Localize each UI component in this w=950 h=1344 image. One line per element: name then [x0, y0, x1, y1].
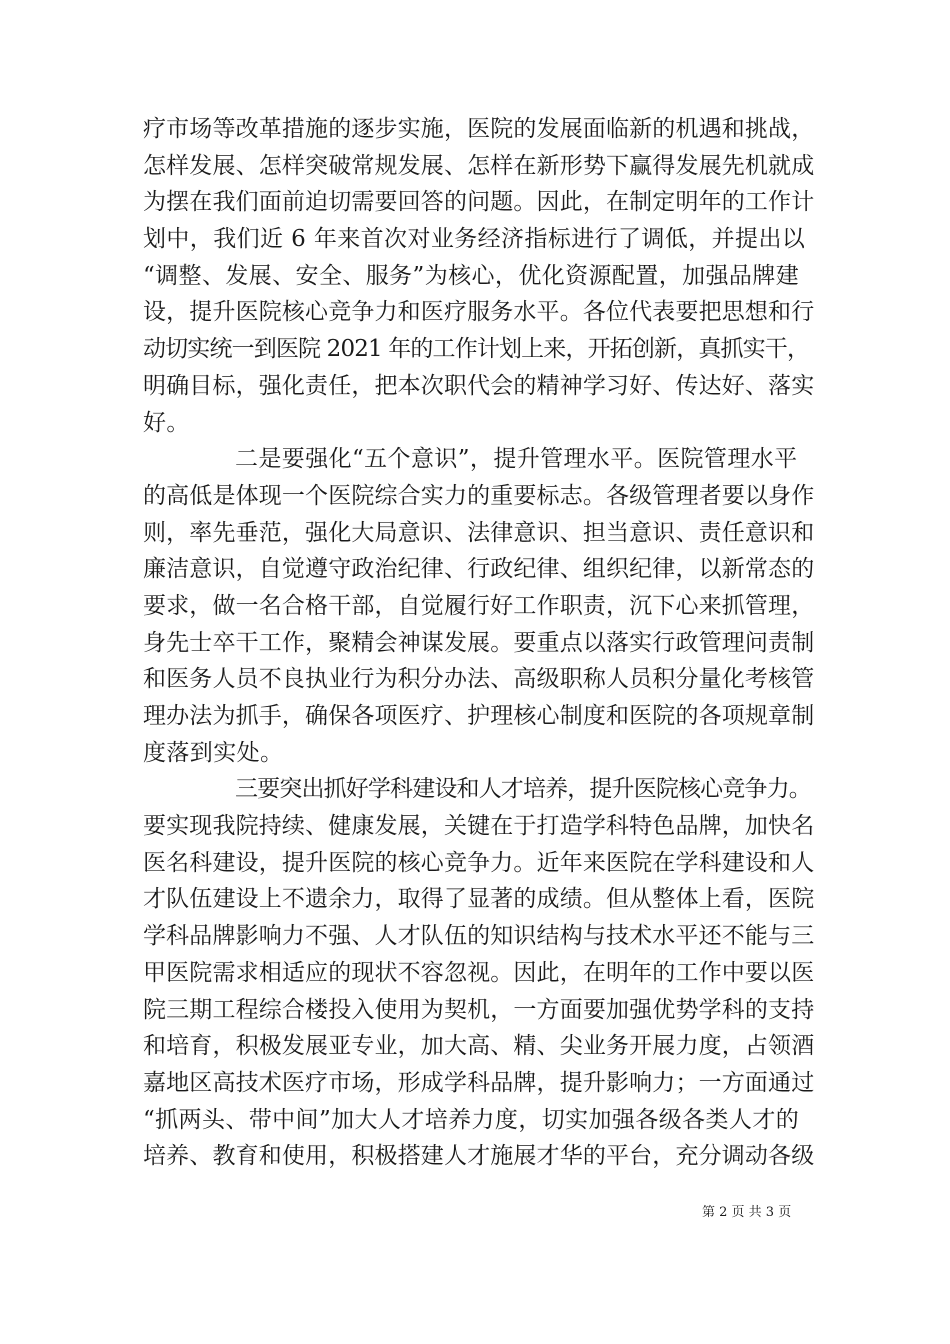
text-line: 身先士卒干工作，聚精会神谋发展。要重点以落实行政管理问责制 — [143, 629, 815, 656]
text-line: 培养、教育和使用，积极搭建人才施展才华的平台，充分调动各级 — [143, 1143, 815, 1170]
text-line: 要实现我院持续、健康发展，关键在于打造学科特色品牌，加快名 — [143, 813, 815, 840]
text-line: 疗市场等改革措施的逐步实施，医院的发展面临新的机遇和挑战， — [143, 116, 815, 142]
text-line: 院三期工程综合楼投入使用为契机，一方面要加强优势学科的支持 — [143, 996, 815, 1023]
text-line: “抓两头、带中间”加大人才培养力度，切实加强各级各类人才的 — [143, 1106, 800, 1133]
text-line: 度落到实处。 — [143, 739, 284, 766]
text-line: 怎样发展、怎样突破常规发展、怎样在新形势下赢得发展先机就成 — [143, 152, 815, 179]
text-line: 才队伍建设上不遗余力，取得了显著的成绩。但从整体上看，医院 — [143, 886, 815, 913]
text-line: 和医务人员不良执业行为积分办法、高级职称人员积分量化考核管 — [143, 666, 815, 693]
text-line: 嘉地区高技术医疗市场，形成学科品牌，提升影响力；一方面通过 — [143, 1069, 815, 1096]
paragraph-heading-line: 二是要强化“五个意识”，提升管理水平。医院管理水平 — [235, 446, 798, 473]
text-line: 动切实统一到医院 2021 年的工作计划上来，开拓创新，真抓实干， — [143, 336, 810, 363]
text-line: 学科品牌影响力不强、人才队伍的知识结构与技术水平还不能与三 — [143, 923, 815, 950]
text-line: 为摆在我们面前迫切需要回答的问题。因此，在制定明年的工作计 — [143, 189, 815, 216]
text-line: 和培育，积极发展亚专业，加大高、精、尖业务开展力度，占领酒 — [143, 1033, 815, 1060]
text-line: 设，提升医院核心竞争力和医疗服务水平。各位代表要把思想和行 — [143, 299, 815, 326]
page-number-footer: 第 2 页 共 3 页 — [702, 1205, 792, 1220]
text-line: 要求，做一名合格干部，自觉履行好工作职责，沉下心来抓管理， — [143, 592, 815, 619]
text-line: “调整、发展、安全、服务”为核心，优化资源配置，加强品牌建 — [143, 262, 800, 289]
text-line: 甲医院需求相适应的现状不容忽视。因此，在明年的工作中要以医 — [143, 959, 815, 986]
text-line: 廉洁意识，自觉遵守政治纪律、行政纪律、组织纪律，以新常态的 — [143, 556, 815, 583]
text-line: 明确目标，强化责任，把本次职代会的精神学习好、传达好、落实 — [143, 372, 815, 399]
text-line: 好。 — [143, 409, 190, 436]
text-line: 的高低是体现一个医院综合实力的重要标志。各级管理者要以身作 — [143, 482, 815, 509]
text-line: 理办法为抓手，确保各项医疗、护理核心制度和医院的各项规章制 — [143, 703, 815, 729]
paragraph-heading-line: 三要突出抓好学科建设和人才培养，提升医院核心竞争力。 — [235, 776, 811, 803]
text-line: 划中，我们近 6 年来首次对业务经济指标进行了调低，并提出以 — [143, 226, 806, 253]
text-line: 医名科建设，提升医院的核心竞争力。近年来医院在学科建设和人 — [143, 849, 815, 876]
text-line: 则，率先垂范，强化大局意识、法律意识、担当意识、责任意识和 — [143, 519, 815, 546]
document-body — [143, 111, 813, 1175]
